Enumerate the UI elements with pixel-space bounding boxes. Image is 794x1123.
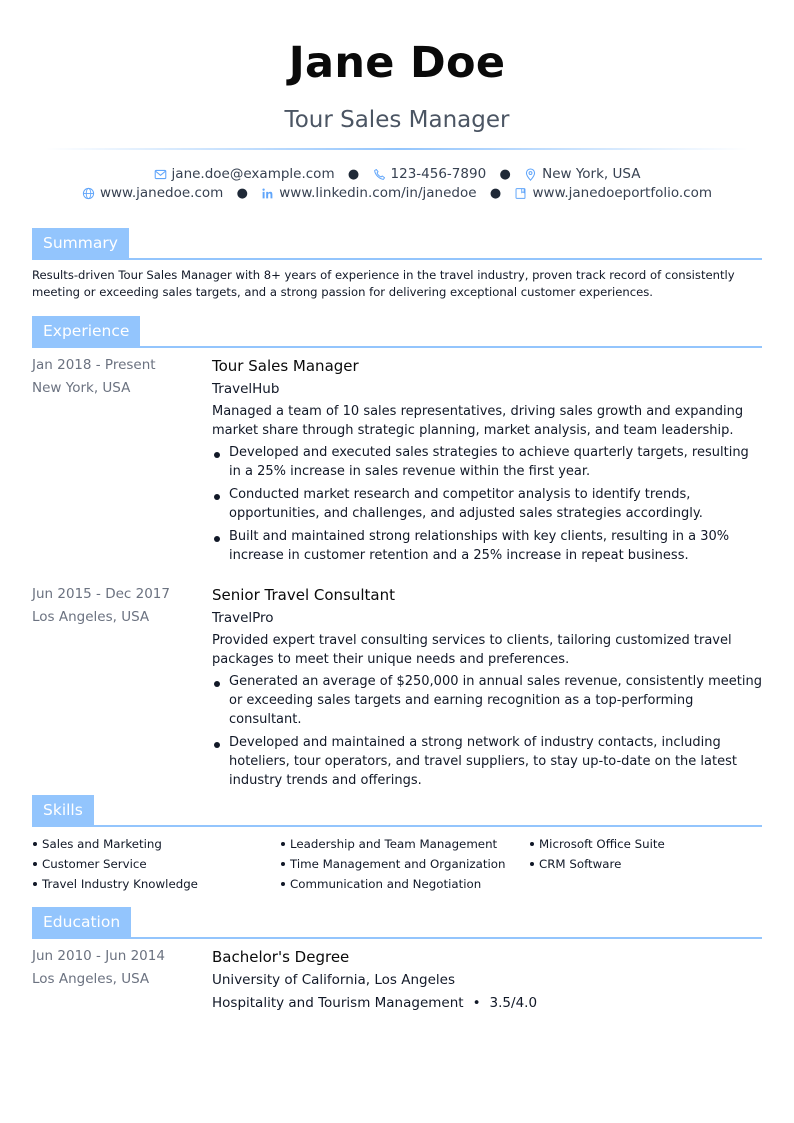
education-dates: Jun 2010 - Jun 2014	[32, 948, 165, 964]
job-company: TravelPro	[212, 610, 274, 626]
location-item	[524, 166, 640, 182]
linkedin-icon	[261, 187, 274, 200]
separator-dot: •	[472, 995, 481, 1011]
website-text: www.janedoe.com	[99, 185, 224, 201]
education-section-header	[32, 907, 762, 939]
linkedin-text: www.linkedin.com/in/janedoe	[279, 185, 477, 201]
email-item[interactable]	[154, 166, 335, 182]
experience-meta-2	[32, 583, 202, 629]
achievement-item: Generated an average of $250,000 in annual sales revenue, consistently meeting or exceeding sales targets and earning recognition as a top-performing consultant.	[212, 672, 764, 729]
section-rule	[32, 258, 762, 260]
phone-icon	[373, 168, 386, 181]
job-achievements	[212, 672, 764, 790]
skills-column-2	[280, 834, 505, 894]
location-text: New York, USA	[542, 166, 641, 182]
achievement-item: Developed and maintained a strong network of industry contacts, including hoteliers, tour operators, and travel suppliers, to stay up-to-date on the latest industry trends and offerings.	[212, 733, 764, 790]
skill-item: Communication and Negotiation	[280, 874, 505, 894]
summary-heading: Summary	[32, 228, 129, 258]
education-details	[212, 992, 764, 1015]
job-dates: Jun 2015 - Dec 2017	[32, 586, 170, 602]
candidate-title: Tour Sales Manager	[284, 107, 510, 133]
education-location: Los Angeles, USA	[32, 971, 150, 987]
header-divider	[46, 148, 748, 150]
experience-heading: Experience	[32, 316, 140, 346]
summary-text: Results-driven Tour Sales Manager with 8+ years of experience in the travel industry, proven track record of consistently meeting or exceeding sales targets, and a strong passion for delivering exceptional customer experiences.	[32, 268, 735, 299]
gpa: 3.5/4.0	[489, 995, 538, 1011]
skill-item: Customer Service	[32, 854, 198, 874]
job-achievements	[212, 443, 764, 565]
location-pin-icon	[524, 168, 537, 181]
degree: Bachelor's Degree	[212, 948, 350, 966]
portfolio-item[interactable]	[514, 185, 712, 201]
job-location: New York, USA	[32, 380, 131, 396]
job-company: TravelHub	[212, 381, 280, 397]
summary-section-header	[32, 228, 762, 260]
separator-dot: ●	[236, 186, 248, 201]
skill-item: Time Management and Organization	[280, 854, 505, 874]
phone-item[interactable]	[373, 166, 487, 182]
education-heading: Education	[32, 907, 131, 937]
phone-text: 123-456-7890	[390, 166, 487, 182]
achievement-item: Conducted market research and competitor analysis to identify trends, opportunities, and challenges, and adjusted sales strategies accordingly.	[212, 485, 764, 523]
separator-dot: ●	[489, 186, 502, 201]
contact-line-2	[0, 185, 794, 201]
skill-item: CRM Software	[529, 854, 665, 874]
separator-dot: ●	[499, 167, 511, 182]
skill-item: Leadership and Team Management	[280, 834, 505, 854]
achievement-item: Developed and executed sales strategies to achieve quarterly targets, resulting in a 25% increase in sales revenue within the first year.	[212, 443, 764, 481]
email-text: jane.doe@example.com	[171, 166, 335, 182]
section-rule	[32, 825, 762, 827]
job-role: Tour Sales Manager	[212, 357, 359, 375]
job-description: Managed a team of 10 sales representatives, driving sales growth and expanding market share through strategic planning, market analysis, and team leadership.	[212, 404, 744, 438]
job-description: Provided expert travel consulting services to clients, tailoring customized travel packages to meet their unique needs and preferences.	[212, 633, 732, 667]
experience-section-header	[32, 316, 762, 348]
skills-column-1	[32, 834, 198, 894]
school: University of California, Los Angeles	[212, 972, 456, 988]
contact-line-1	[0, 166, 794, 182]
section-rule	[32, 346, 762, 348]
skills-heading: Skills	[32, 795, 94, 825]
skills-column-3	[529, 834, 665, 874]
job-dates: Jan 2018 - Present	[32, 357, 156, 373]
achievement-item: Built and maintained strong relationships with key clients, resulting in a 30% increase in customer retention and a 25% increase in repeat business.	[212, 527, 764, 565]
education-entry	[212, 945, 764, 1015]
experience-entry-2	[212, 583, 764, 794]
globe-icon	[82, 187, 95, 200]
separator-dot: ●	[347, 167, 360, 182]
education-meta	[32, 945, 202, 991]
skill-item: Travel Industry Knowledge	[32, 874, 198, 894]
skill-item: Sales and Marketing	[32, 834, 198, 854]
mail-icon	[154, 168, 167, 181]
job-location: Los Angeles, USA	[32, 609, 150, 625]
skills-section-header	[32, 795, 762, 827]
section-rule	[32, 937, 762, 939]
candidate-name: Jane Doe	[288, 38, 506, 88]
field-of-study: Hospitality and Tourism Management	[212, 995, 464, 1011]
website-item[interactable]	[82, 185, 223, 201]
job-role: Senior Travel Consultant	[212, 586, 396, 604]
experience-meta-1	[32, 354, 202, 400]
linkedin-item[interactable]	[261, 185, 476, 201]
experience-entry-1	[212, 354, 764, 569]
portfolio-text: www.janedoeportfolio.com	[532, 185, 713, 201]
skill-item: Microsoft Office Suite	[529, 834, 665, 854]
portfolio-icon	[514, 187, 527, 200]
